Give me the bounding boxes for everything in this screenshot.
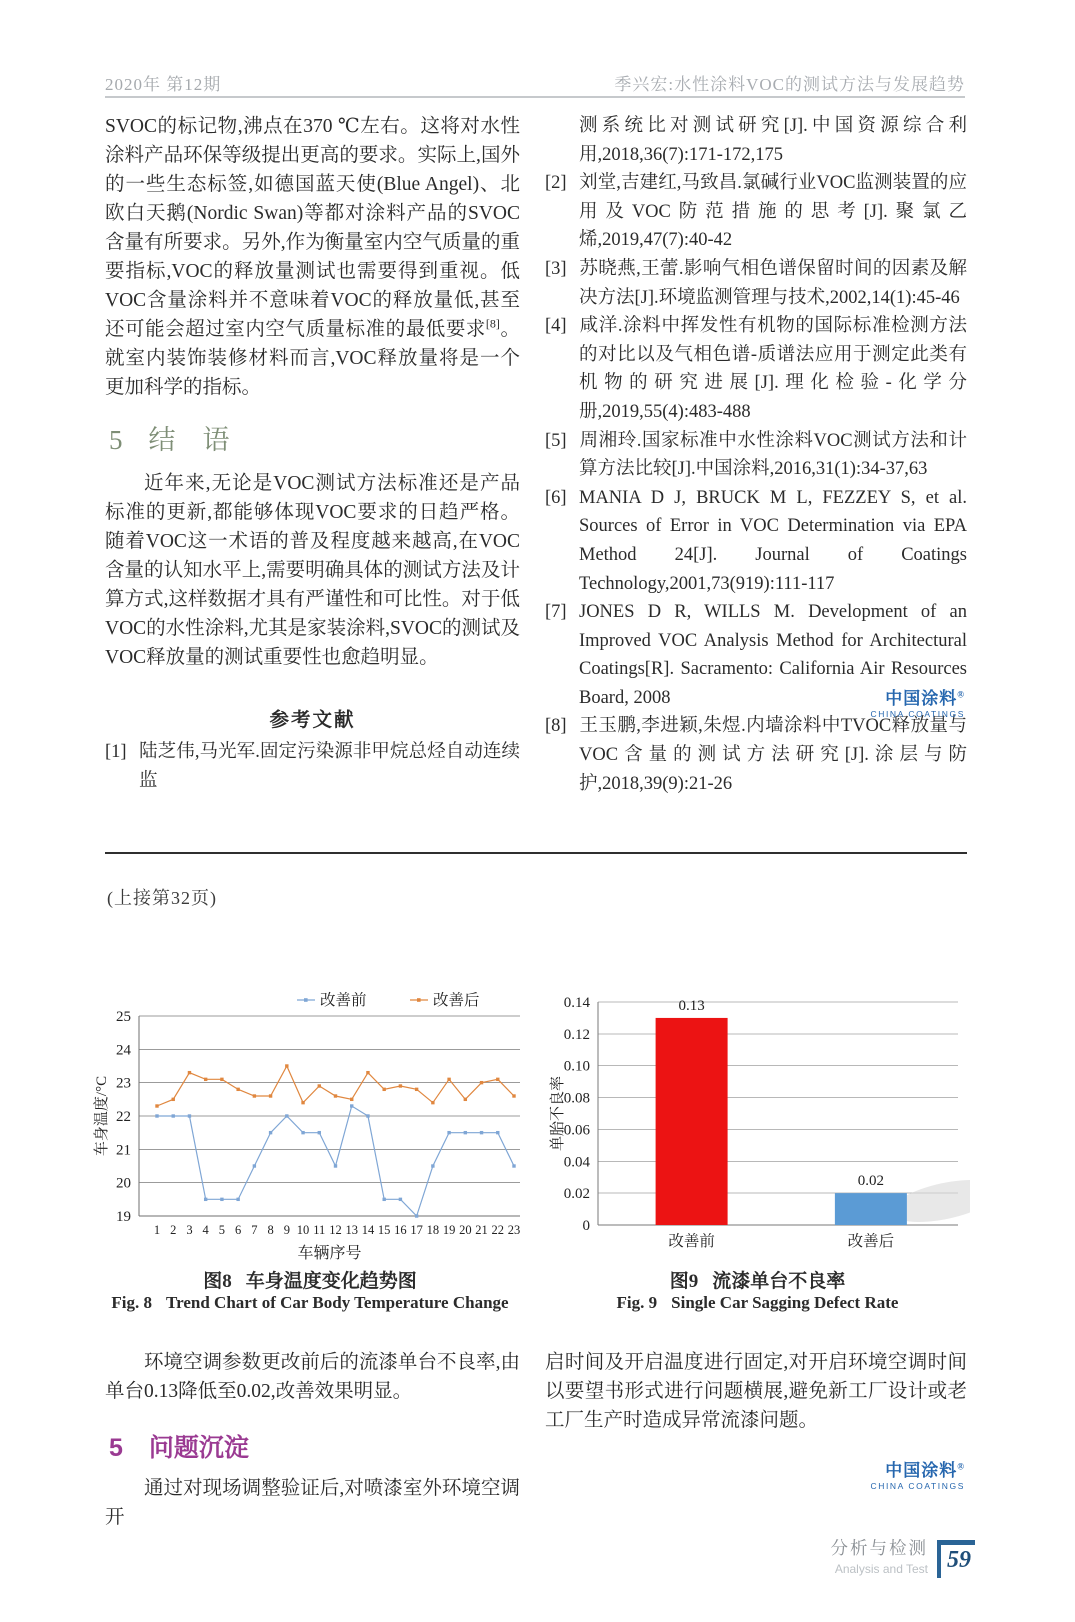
svg-text:7: 7 [251,1223,258,1237]
paragraph-verification: 通过对现场调整验证后,对喷漆室外环境空调开 [105,1478,520,1528]
paragraph-text: 。就室内装饰装修材料而言,VOC释放量将是一个更加科学的指标。 [105,319,520,398]
reference-text: JONES D R, WILLS M. Development of an Improved VOC Analysis Method for Architectural Coatings[R]. Sacramento: California Air Resources Board, 2008 [579,602,967,708]
bar [835,1193,907,1225]
svg-text:0.10: 0.10 [563,1058,590,1075]
china-coatings-logo [870,690,965,719]
reference-label: [6] [545,487,567,508]
section-heading-conclusion [109,418,520,457]
reference-item [105,738,520,795]
svg-text:0.14: 0.14 [563,995,590,1011]
svg-text:22: 22 [491,1223,505,1237]
section-title: 结 语 [148,425,230,455]
series-after [155,1064,515,1107]
svg-text:20: 20 [459,1223,472,1237]
svg-text:19: 19 [116,1209,131,1225]
svg-text:0.06: 0.06 [563,1122,590,1139]
svg-text:22: 22 [116,1109,131,1125]
section-divider [105,852,967,854]
header-rule [105,96,965,98]
svg-text:21: 21 [475,1223,488,1237]
reference-text: 周湘玲.国家标准中水性涂料VOC测试方法和计算方法比较[J].中国涂料,2016,31(1):34-37,63 [579,430,967,480]
svg-text:12: 12 [329,1223,342,1237]
reference-text: 咸洋.涂料中挥发性有机物的国际标准检测方法的对比以及气相色谱-质谱法应用于测定此类有机物的研究进展[J].理化检验-化学分册,2019,55(4):483-488 [579,316,967,422]
page-number: 59 [947,1547,971,1573]
legend [297,991,480,1009]
reference-item [545,709,967,798]
china-coatings-logo [870,1462,965,1491]
svg-text:15: 15 [377,1223,391,1237]
bottom-right-column [545,1348,967,1435]
svg-text:9: 9 [283,1223,290,1237]
running-title: 季兴宏:水性涂料VOC的测试方法与发展趋势 [614,75,965,94]
paragraph-improvement: 环境空调参数更改前后的流漆单台不良率,由单台0.13降低至0.02,改善效果明显。 [105,1352,520,1402]
svg-text:5: 5 [218,1223,226,1237]
reference-label: [5] [545,430,567,451]
bottom-left-column [105,1348,520,1532]
bar [656,1018,728,1225]
paragraph-svoc [105,112,520,402]
y-axis-label: 车身温度/°C [94,1075,110,1157]
svg-text:13: 13 [345,1223,358,1237]
footer-section-label [700,1540,928,1575]
svg-text:6: 6 [235,1223,242,1237]
bar-value-label: 0.02 [857,1173,885,1190]
svg-text:25: 25 [116,1009,131,1025]
bars [656,998,907,1250]
svg-text:18: 18 [426,1223,440,1237]
left-column [105,112,520,795]
y-axis [564,995,591,1234]
fig9-bar-chart [545,986,970,1264]
reference-text: MANIA D J, BRUCK M L, FEZZEY S, et al. Sources of Error in VOC Determination via EPA Method 24[J]. Journal of Coatings Technology,2001,73(919):111-117 [579,487,967,594]
reference-text: 王玉鹏,李进颖,朱煜.内墙涂料中TVOC释放量与VOC含量的测试方法研究[J].涂层与防护,2018,39(9):21-26 [579,716,967,794]
svg-text:14: 14 [361,1223,375,1237]
svg-text:改善前: 改善前 [320,992,367,1009]
bar-value-label: 0.13 [678,997,705,1014]
svg-text:3: 3 [186,1223,193,1237]
section-heading-problems [109,1428,520,1464]
fig8-caption-en: Fig. 8 Trend Chart of Car Body Temperature Change [111,1293,509,1312]
reference-item [545,312,967,426]
reference-item [545,169,967,255]
gridlines [139,1016,520,1216]
gridlines [598,1002,958,1225]
svg-text:23: 23 [116,1075,131,1092]
paragraph-text: SVOC的标记物,沸点在370 ℃左右。这将对水性涂料产品环保等级提出更高的要求。实际上,国外的一些生态标签,如德国蓝天使(Blue Angel)、北欧白天鹅(Nordic Swan)等都对涂料产品的SVOC含量有所要求。另外,作为衡量室内空气质量的重要指标,VOC的释放量测试也需要得到重视。低VOC含量涂料并不意味着VOC的释放量低,甚至还可能会超过室内空气质量标准的最低要求 [105,116,520,340]
registered-mark: ® [957,689,965,700]
svg-text:21: 21 [116,1142,131,1159]
svg-text:17: 17 [410,1223,423,1237]
footer-section-en: Analysis and Test [834,1561,928,1576]
reference-item [545,427,967,484]
section-title: 问题沉淀 [148,1434,249,1462]
y-axis-label: 单胎不良率 [550,1075,566,1152]
svg-text:11: 11 [313,1223,326,1237]
reference-label: [4] [545,316,567,337]
reference-label: [3] [545,258,567,279]
section-number: 5 [109,1434,123,1462]
logo-text-en: CHINA COATINGS [870,1481,965,1491]
fig9-caption-cn: 图9 流漆单台不良率 [669,1271,846,1292]
paragraph-continuation: 启时间及开启温度进行固定,对开启环境空调时间以要望书形式进行问题横展,避免新工厂设计或老工厂生产时造成异常流漆问题。 [545,1352,967,1431]
svg-text:16: 16 [394,1223,407,1237]
registered-mark: ® [957,1461,965,1472]
svg-text:19: 19 [442,1223,456,1237]
svg-text:8: 8 [267,1223,274,1237]
reference-text: 陆芝伟,马光军.固定污染源非甲烷总烃自动连续监 [139,742,520,791]
reference-label: [7] [545,602,567,623]
fig9-caption-en: Fig. 9 Single Car Sagging Defect Rate [616,1293,899,1312]
footer-section-cn: 分析与检测 [830,1538,928,1558]
svg-text:0.12: 0.12 [563,1026,590,1043]
reference-label: [8] [545,716,567,737]
section-number: 5 [109,425,123,455]
reference-text: 刘堂,吉建红,马致昌.氯碱行业VOC监测装置的应用及VOC防范措施的思考[J].聚氯乙烯,2019,47(7):40-42 [579,173,967,251]
paragraph-conclusion: 近年来,无论是VOC测试方法标准还是产品标准的更新,都能够体现VOC要求的日趋严格。随着VOC这一术语的普及程度越来越高,在VOC含量的认知水平上,需要明确具体的测试方法及计算方式,这样数据才具有严谨性和可比性。对于低VOC的水性涂料,尤其是家装涂料,SVOC的测试及VOC释放量的测试重要性也愈趋明显。 [105,473,520,668]
continuation-note: (上接第32页) [107,888,217,908]
citation-marker: [8] [485,316,500,331]
reference-item [545,112,967,169]
y-axis [116,1009,132,1225]
reference-item [545,255,967,312]
svg-text:24: 24 [116,1042,131,1059]
x-axis [154,1223,520,1237]
page-number-badge [937,1540,975,1578]
reference-text: 测系统比对测试研究[J].中国资源综合利用,2018,36(7):171-172,175 [579,116,967,165]
fig8-caption-cn: 图8 车身温度变化趋势图 [203,1271,417,1292]
issue-label: 2020年 第12期 [105,75,222,94]
series-before [155,1104,515,1217]
svg-text:1: 1 [153,1223,161,1237]
svg-text:0: 0 [582,1218,590,1234]
bar-category-label: 改善后 [847,1233,895,1250]
reference-label: [1] [105,742,127,762]
fig8-line-chart [92,986,526,1268]
logo-text-cn: 中国涂料® [885,1461,965,1480]
svg-text:0.02: 0.02 [563,1186,590,1203]
svg-text:2: 2 [170,1223,177,1237]
reference-text: 苏晓燕,王蕾.影响气相色谱保留时间的因素及解决方法[J].环境监测管理与技术,2002,14(1):45-46 [579,258,967,308]
svg-text:改善后: 改善后 [433,992,480,1009]
svg-text:23: 23 [507,1223,521,1237]
reference-label: [2] [545,173,567,194]
references-heading: 参考文献 [269,710,356,731]
svg-text:0.08: 0.08 [563,1090,590,1107]
logo-text-cn: 中国涂料® [885,689,965,708]
x-axis-label: 车辆序号 [297,1245,362,1262]
svg-text:4: 4 [202,1223,209,1237]
reference-item [545,484,967,598]
svg-text:20: 20 [116,1175,131,1192]
svg-text:10: 10 [296,1223,310,1237]
svg-text:0.04: 0.04 [563,1154,590,1171]
bar-category-label: 改善前 [668,1233,715,1250]
logo-text-en: CHINA COATINGS [870,709,965,719]
